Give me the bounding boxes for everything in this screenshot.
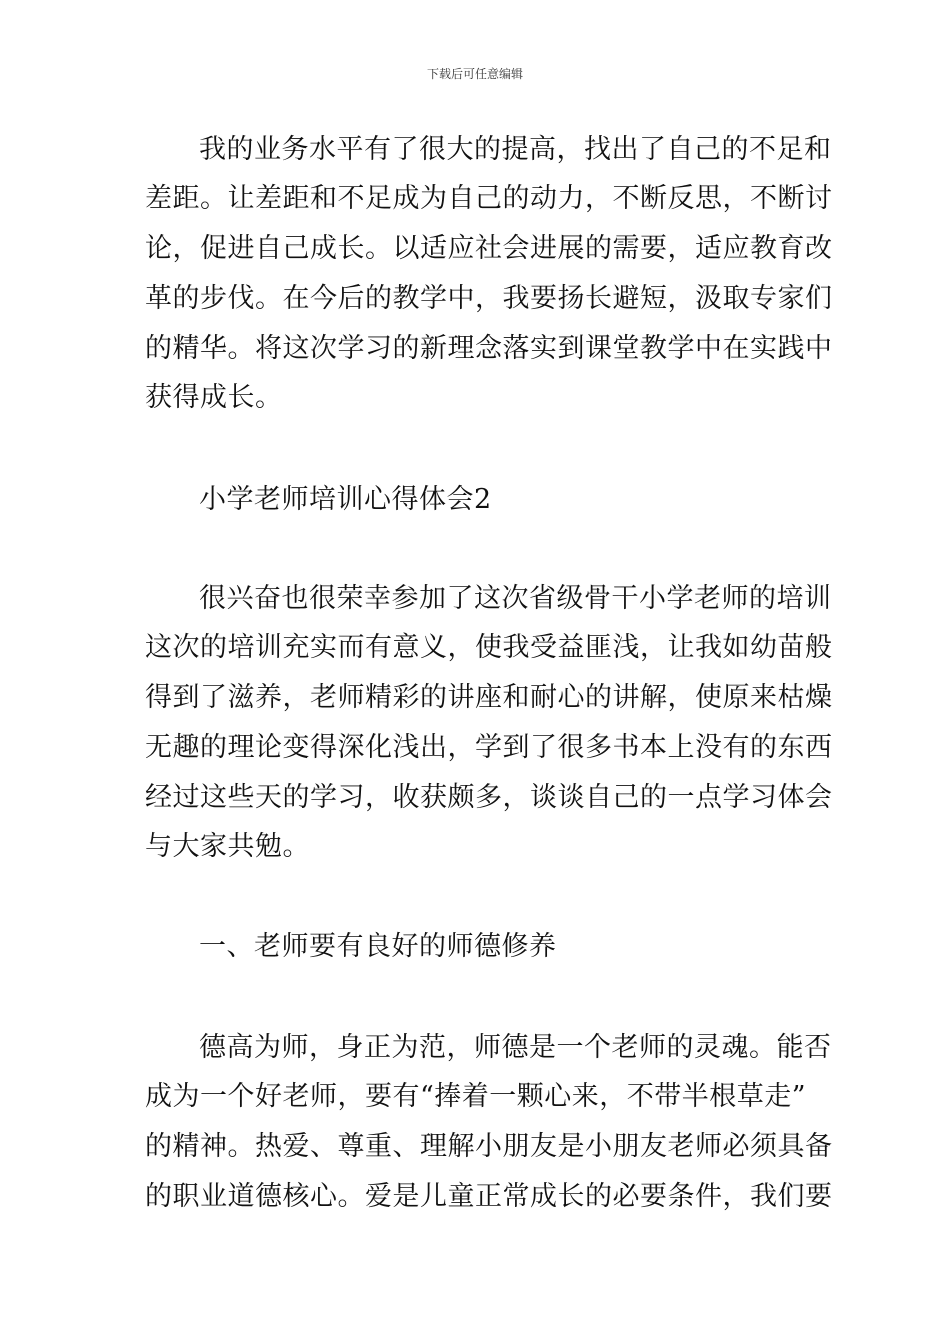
paragraph-line: 获得成长。 <box>145 382 283 413</box>
paragraph-line: 德高为师，身正为范，师德是一个老师的灵魂。能否 <box>199 1032 832 1063</box>
paragraph-line: 差距。让差距和不足成为自己的动力，不断反思，不断讨 <box>145 183 833 214</box>
paragraph-line: 我的业务水平有了很大的提高，找出了自己的不足和 <box>199 134 832 165</box>
paragraph-line: 这次的培训充实而有意义，使我受益匪浅，让我如幼苗般 <box>145 632 833 663</box>
paragraph-line: 的精华。将这次学习的新理念落实到课堂教学中在实践中 <box>145 333 833 364</box>
page-header: 下载后可任意编辑 <box>426 67 523 81</box>
paragraph-line: 得到了滋养，老师精彩的讲座和耐心的讲解，使原来枯燥 <box>145 682 833 713</box>
paragraph-line: 与大家共勉。 <box>145 831 310 862</box>
paragraph-line: 革的步伐。在今后的教学中，我要扬长避短，汲取专家们 <box>145 283 833 314</box>
paragraph-line: 的精神。热爱、尊重、理解小朋友是小朋友老师必须具备 <box>145 1131 833 1162</box>
paragraph-line: 很兴奋也很荣幸参加了这次省级骨干小学老师的培训 <box>199 583 832 614</box>
paragraph-line: 论，促进自己成长。以适应社会进展的需要，适应教育改 <box>145 233 833 264</box>
section-heading: 一、老师要有良好的师德修养 <box>199 931 557 962</box>
paragraph-line: 成为一个好老师，要有“捧着一颗心来，不带半根草走” <box>145 1081 807 1112</box>
paragraph-line: 经过这些天的学习，收获颇多，谈谈自己的一点学习体会 <box>145 782 833 813</box>
paragraph-line: 无趣的理论变得深化浅出，学到了很多书本上没有的东西 <box>145 732 833 763</box>
paragraph-line: 的职业道德核心。爱是儿童正常成长的必要条件，我们要 <box>145 1181 833 1212</box>
section-title: 小学老师培训心得体会2 <box>199 484 492 515</box>
